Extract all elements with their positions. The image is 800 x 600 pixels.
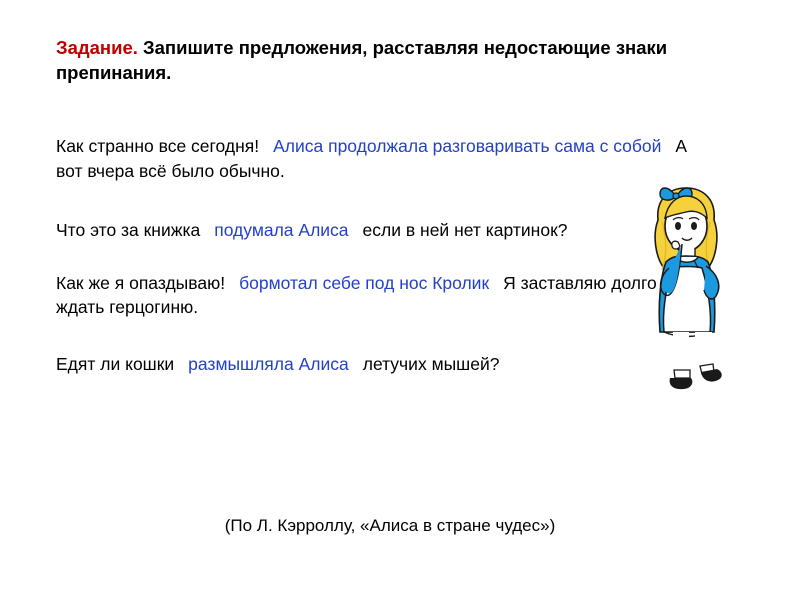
sentence-list (56, 134, 696, 377)
sentence-2-part1: Что это за книжка (56, 219, 201, 240)
sentence-4-part1: Едят ли кошки (56, 354, 175, 375)
task-instruction: Запишите предложения, расставляя недостающие знаки препинания. (56, 37, 668, 83)
alice-illustration (616, 182, 756, 422)
page-title (56, 36, 676, 86)
sentence-4-part2: летучих мышей? (362, 354, 500, 375)
sentence-item-3 (56, 271, 696, 321)
sentence-1-part1: Как странно все сегодня! (56, 136, 260, 156)
sentence-3-part1: Как же я опаздываю! (56, 272, 226, 293)
sentence-4-attribution: размышляла Алиса (188, 354, 349, 375)
sentence-3-part2: Я заставляю долго ждать герцогиню. (56, 272, 657, 318)
sentence-item-1 (56, 134, 696, 184)
sentence-1-attribution: Алиса продолжала разговаривать сама с собой (273, 136, 662, 156)
sentence-item-4 (56, 352, 696, 377)
task-label: Задание. (56, 37, 138, 58)
sentence-3-attribution: бормотал себе под нос Кролик (239, 272, 490, 293)
sentence-2-attribution: подумала Алиса (214, 219, 349, 240)
sentence-item-2 (56, 218, 696, 243)
sentence-1-part2: А вот вчера всё было обычно. (56, 136, 688, 181)
source-citation: (По Л. Кэрроллу, «Алиса в стране чудес») (224, 516, 556, 535)
sentence-2-part2: если в ней нет картинок? (362, 219, 568, 240)
